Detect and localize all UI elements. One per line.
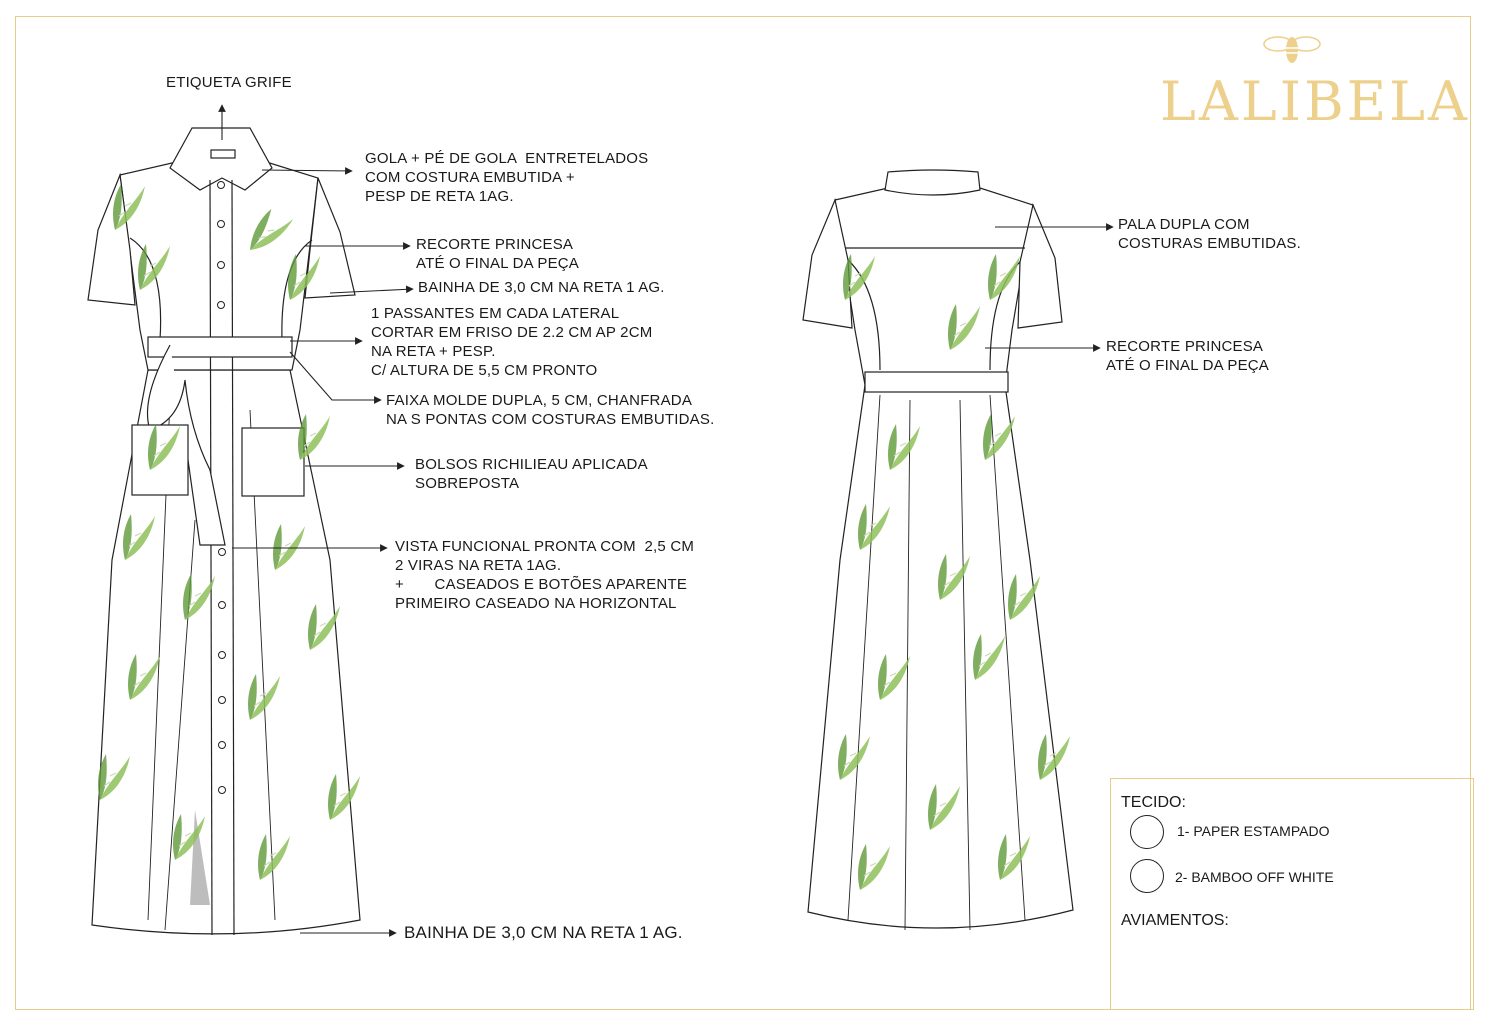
- label-bainha-barra: BAINHA DE 3,0 CM NA RETA 1 AG.: [404, 923, 683, 942]
- label-pala-dupla: PALA DUPLA COM COSTURAS EMBUTIDAS.: [1118, 216, 1301, 252]
- label-recorte-princesa-front: RECORTE PRINCESA ATÉ O FINAL DA PEÇA: [416, 236, 580, 272]
- label-passantes: 1 PASSANTES EM CADA LATERAL CORTAR EM FRISO DE 2.2 CM AP 2CM NA RETA + PESP. C/ ALTURA DE 5,5 CM PRONTO: [371, 305, 653, 379]
- label-bolsos: BOLSOS RICHILIEAU APLICADA SOBREPOSTA: [415, 456, 648, 492]
- label-recorte-princesa-back: RECORTE PRINCESA ATÉ O FINAL DA PEÇA: [1106, 338, 1270, 374]
- label-bainha-manga: BAINHA DE 3,0 CM NA RETA 1 AG.: [418, 279, 665, 296]
- tecido-title: TECIDO:: [1121, 794, 1186, 811]
- brand-logo: LALIBELA: [1160, 70, 1471, 133]
- fabric-swatch-1: [1130, 815, 1164, 849]
- fabric-label-2: 2- BAMBOO OFF WHITE: [1175, 869, 1334, 885]
- fabric-swatch-2: [1130, 859, 1164, 893]
- label-faixa: FAIXA MOLDE DUPLA, 5 CM, CHANFRADA NA S PONTAS COM COSTURAS EMBUTIDAS.: [386, 392, 715, 428]
- fabric-label-1: 1- PAPER ESTAMPADO: [1177, 823, 1330, 839]
- bee-icon: [1262, 28, 1322, 68]
- label-etiqueta-grife: ETIQUETA GRIFE: [166, 74, 292, 91]
- aviamentos-title: AVIAMENTOS:: [1121, 912, 1229, 929]
- materials-legend: [1110, 778, 1474, 1010]
- label-vista-funcional: VISTA FUNCIONAL PRONTA COM 2,5 CM 2 VIRAS NA RETA 1AG. + CASEADOS E BOTÕES APARENTE PRIMEIRO CASEADO NA HORIZONTAL: [395, 538, 695, 612]
- label-gola: GOLA + PÉ DE GOLA ENTRETELADOS COM COSTURA EMBUTIDA + PESP DE RETA 1AG.: [365, 150, 649, 205]
